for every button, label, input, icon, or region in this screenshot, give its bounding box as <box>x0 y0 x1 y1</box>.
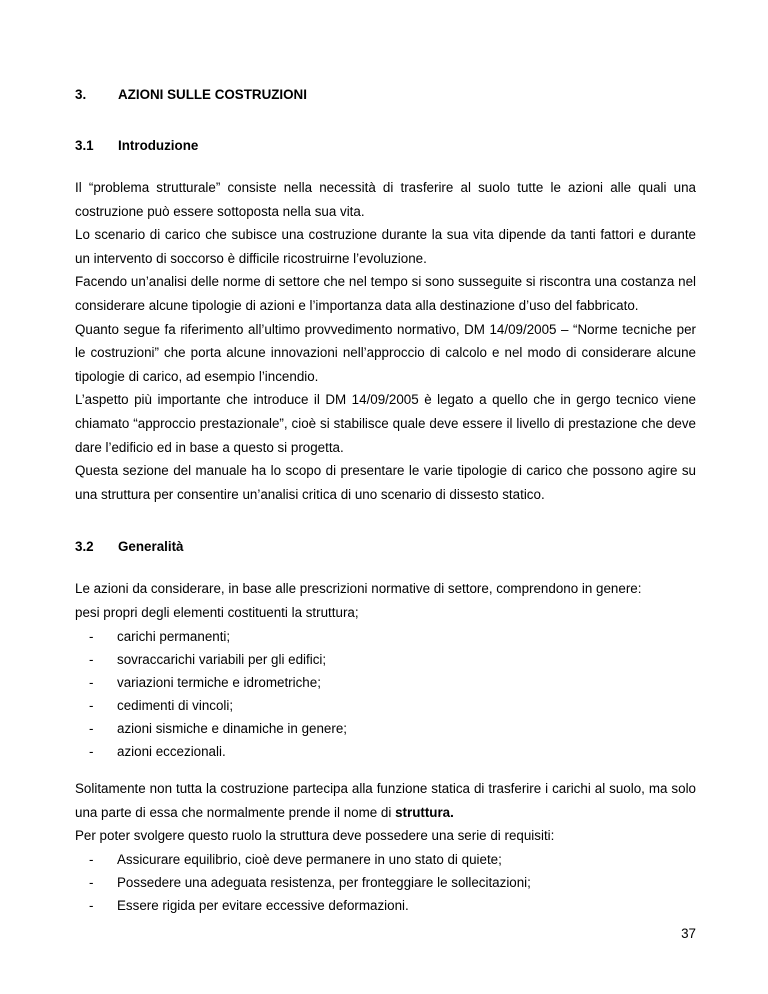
list-dash: - <box>89 875 94 890</box>
list-dash: - <box>89 629 94 644</box>
list-item-text: azioni eccezionali. <box>117 744 226 759</box>
list-item-text: variazioni termiche e idrometriche; <box>117 675 321 690</box>
list-item-text: Assicurare equilibrio, cioè deve permanere in uno stato di quiete; <box>117 852 502 867</box>
paragraph <box>75 777 696 824</box>
chapter-number: 3. <box>75 87 87 102</box>
paragraph: Le azioni da considerare, in base alle prescrizioni normative di settore, comprendono in genere: <box>75 581 642 596</box>
paragraph: Questa sezione del manuale ha lo scopo di presentare le varie tipologie di carico che possono agire su una struttura per consentire un’analisi critica di uno scenario di dissesto statico. <box>75 463 696 502</box>
struttura-paragraph <box>75 777 696 848</box>
list-dash: - <box>89 652 94 667</box>
list-dash: - <box>89 852 94 867</box>
paragraph: Lo scenario di carico che subisce una costruzione durante la sua vita dipende da tanti fattori e durante un intervento di soccorso è difficile ricostruirne l’evoluzione. <box>75 227 696 266</box>
list-item-text: azioni sismiche e dinamiche in genere; <box>117 721 347 736</box>
bold-term: struttura. <box>395 804 454 820</box>
list-dash: - <box>89 744 94 759</box>
section-number: 3.2 <box>75 539 94 554</box>
list-dash: - <box>89 898 94 913</box>
section-title: Introduzione <box>118 138 199 153</box>
paragraph: Facendo un’analisi delle norme di settore che nel tempo si sono susseguite si riscontra una costanza nel considerare alcune tipologie di azioni e l’importanza data alla destinazione d’uso del fabbricato. <box>75 274 696 313</box>
list-dash: - <box>89 675 94 690</box>
list-dash: - <box>89 698 94 713</box>
section-title: Generalità <box>118 539 184 554</box>
list-item-text: sovraccarichi variabili per gli edifici; <box>117 652 327 667</box>
generalita-intro <box>75 577 696 624</box>
paragraph: pesi propri degli elementi costituenti la struttura; <box>75 604 359 620</box>
paragraph: Il “problema strutturale” consiste nella necessità di trasferire al suolo tutte le azioni alle quali una costruzione può essere sottoposta nella sua vita. <box>75 180 696 219</box>
list-item-text: Essere rigida per evitare eccessive deformazioni. <box>117 898 409 913</box>
chapter-title: AZIONI SULLE COSTRUZIONI <box>118 87 307 102</box>
introduzione-body <box>75 176 696 506</box>
paragraph: L’aspetto più importante che introduce il DM 14/09/2005 è legato a quello che in gergo tecnico viene chiamato “approccio prestazionale”, cioè si stabilisce quale deve essere il livello di prestazione che deve dare l’edificio ed in base a questo si progetta. <box>75 392 696 455</box>
list-item-text: cedimenti di vincoli; <box>117 698 234 713</box>
paragraph-text: Solitamente non tutta la costruzione partecipa alla funzione statica di trasferire i carichi al suolo, ma solo una parte di essa che normalmente prende il nome di <box>75 781 696 820</box>
page-number: 37 <box>681 926 696 941</box>
list-item-text: Possedere una adeguata resistenza, per fronteggiare le sollecitazioni; <box>117 875 531 890</box>
paragraph: Per poter svolgere questo ruolo la struttura deve possedere una serie di requisiti: <box>75 828 555 844</box>
list-item-text: carichi permanenti; <box>117 629 231 644</box>
list-dash: - <box>89 721 94 736</box>
section-number: 3.1 <box>75 138 94 153</box>
document-page <box>75 0 696 994</box>
paragraph: Quanto segue fa riferimento all’ultimo provvedimento normativo, DM 14/09/2005 – “Norme tecniche per le costruzioni” che porta alcune innovazioni nell’approccio di calcolo e nel modo di considerare alcune tipologie di carico, ad esempio l’incendio. <box>75 321 696 384</box>
